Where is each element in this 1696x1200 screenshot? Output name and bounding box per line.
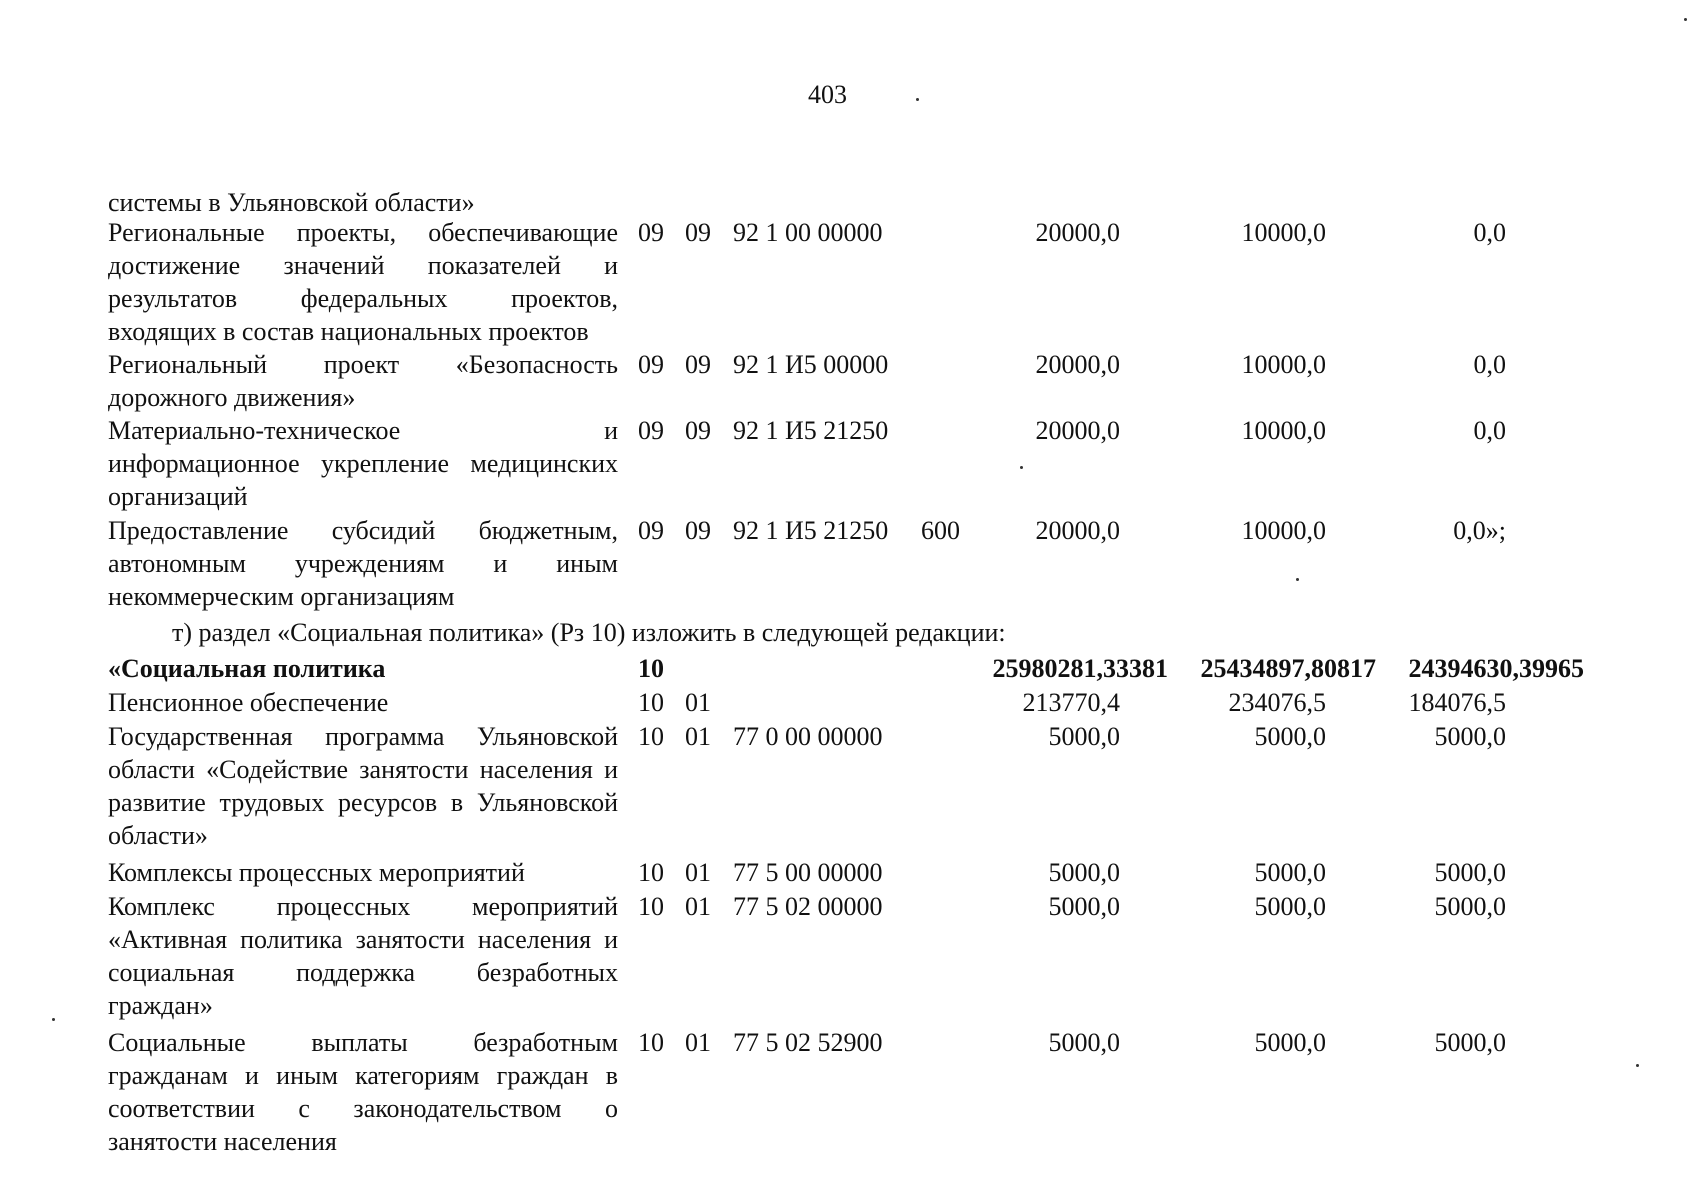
value-year-3: 5000,0	[1434, 722, 1506, 751]
value-year-3: 5000,0	[1434, 1028, 1506, 1057]
row-name: Комплексы процессных мероприятий	[108, 858, 525, 887]
value-year-3: 0,0	[1473, 416, 1506, 445]
row-name: Материально-техническое и информационное укрепление медицинских организаций	[108, 416, 618, 511]
scan-speck	[1020, 466, 1023, 469]
row-name: системы в Ульяновской области»	[108, 188, 475, 217]
value-year-1: 20000,0	[1035, 218, 1120, 247]
value-year-2: 10000,0	[1241, 218, 1326, 247]
value-year-1: 5000,0	[1048, 722, 1120, 751]
csr-code: 92 1 И5 00000	[733, 350, 889, 379]
rz-code: 10	[638, 858, 664, 887]
row-name: Региональные проекты, обеспечивающие достижение значений показателей и результатов федеральных проектов, входящих в состав национальных проектов	[108, 218, 618, 346]
rz-code: 10	[638, 654, 664, 683]
vr-code: 600	[921, 516, 960, 545]
value-year-2: 10000,0	[1241, 416, 1326, 445]
rz-code: 09	[638, 350, 664, 379]
rz-code: 10	[638, 722, 664, 751]
csr-code: 77 5 02 52900	[733, 1028, 883, 1057]
value-year-1: 20000,0	[1035, 516, 1120, 545]
value-year-2: 5000,0	[1254, 722, 1326, 751]
row-name: Социальные выплаты безработным гражданам и иным категориям граждан в соответствии с законодательством о занятости населения	[108, 1028, 618, 1156]
rz-code: 09	[638, 516, 664, 545]
csr-code: 77 5 00 00000	[733, 858, 883, 887]
pr-code: 01	[685, 1028, 711, 1057]
value-year-2: 234076,5	[1228, 688, 1326, 717]
csr-code: 77 5 02 00000	[733, 892, 883, 921]
amendment-instruction: т) раздел «Социальная политика» (Рз 10) изложить в следующей редакции:	[172, 618, 1006, 647]
value-year-3: 0,0»;	[1453, 516, 1506, 545]
value-year-1: 5000,0	[1048, 858, 1120, 887]
value-year-2: 5000,0	[1254, 858, 1326, 887]
value-year-1: 25980281,33381	[992, 654, 1168, 683]
value-year-1: 20000,0	[1035, 350, 1120, 379]
pr-code: 01	[685, 892, 711, 921]
pr-code: 09	[685, 516, 711, 545]
pr-code: 01	[685, 858, 711, 887]
scan-speck	[52, 1018, 55, 1021]
row-name: Государственная программа Ульяновской области «Содействие занятости населения и развитие трудовых ресурсов в Ульяновской области»	[108, 722, 618, 850]
row-name: «Социальная политика	[108, 654, 386, 683]
value-year-1: 5000,0	[1048, 1028, 1120, 1057]
row-name: Региональный проект «Безопасность дорожного движения»	[108, 350, 618, 412]
value-year-1: 20000,0	[1035, 416, 1120, 445]
value-year-3: 184076,5	[1408, 688, 1506, 717]
row-name: Предоставление субсидий бюджетным, автономным учреждениям и иным некоммерческим организациям	[108, 516, 618, 611]
pr-code: 01	[685, 722, 711, 751]
value-year-3: 0,0	[1473, 218, 1506, 247]
value-year-2: 5000,0	[1254, 1028, 1326, 1057]
rz-code: 10	[638, 1028, 664, 1057]
row-name: Пенсионное обеспечение	[108, 688, 389, 717]
csr-code: 92 1 И5 21250	[733, 516, 889, 545]
value-year-2: 10000,0	[1241, 350, 1326, 379]
pr-code: 09	[685, 350, 711, 379]
csr-code: 77 0 00 00000	[733, 722, 883, 751]
pr-code: 09	[685, 416, 711, 445]
pr-code: 09	[685, 218, 711, 247]
value-year-2: 25434897,80817	[1200, 654, 1376, 683]
value-year-2: 5000,0	[1254, 892, 1326, 921]
scan-speck	[1684, 18, 1687, 21]
page-number: 403	[808, 80, 847, 109]
value-year-3: 5000,0	[1434, 858, 1506, 887]
value-year-3: 0,0	[1473, 350, 1506, 379]
value-year-1: 213770,4	[1022, 688, 1120, 717]
scan-speck	[916, 98, 919, 101]
value-year-1: 5000,0	[1048, 892, 1120, 921]
scan-speck	[1296, 578, 1299, 581]
value-year-2: 10000,0	[1241, 516, 1326, 545]
rz-code: 09	[638, 218, 664, 247]
value-year-3: 5000,0	[1434, 892, 1506, 921]
rz-code: 10	[638, 688, 664, 717]
value-year-3: 24394630,39965	[1408, 654, 1584, 683]
pr-code: 01	[685, 688, 711, 717]
rz-code: 10	[638, 892, 664, 921]
scan-speck	[1636, 1064, 1639, 1067]
csr-code: 92 1 00 00000	[733, 218, 883, 247]
row-name: Комплекс процессных мероприятий «Активная политика занятости населения и социальная поддержка безработных граждан»	[108, 892, 618, 1020]
rz-code: 09	[638, 416, 664, 445]
csr-code: 92 1 И5 21250	[733, 416, 889, 445]
